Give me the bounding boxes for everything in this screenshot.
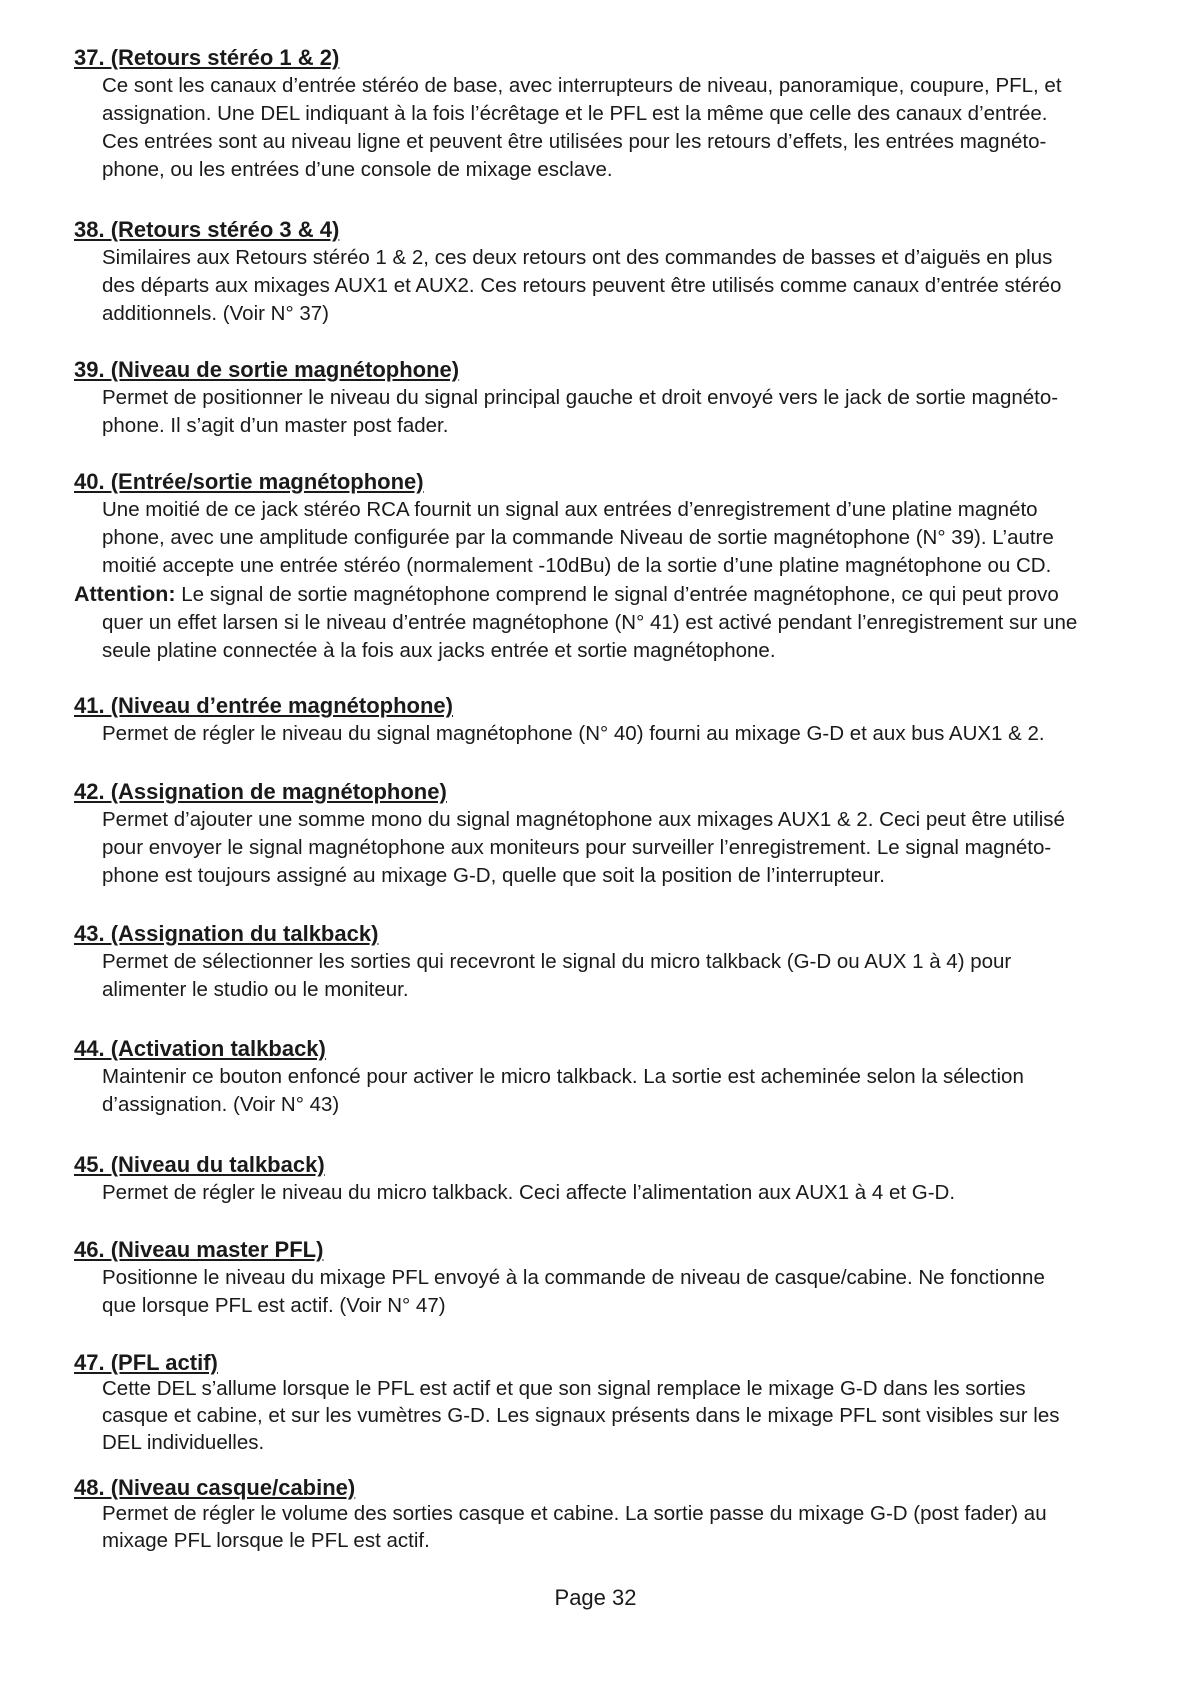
section-40 <box>74 468 1154 665</box>
paragraph-line: Permet de régler le niveau du micro talkback. Ceci affecte l’alimentation aux AUX1 à 4 et G-D. <box>102 1181 956 1204</box>
section-heading: 44. (Activation talkback) <box>74 1036 326 1061</box>
paragraph-line: Une moitié de ce jack stéréo RCA fournit un signal aux entrées d’enregistrement d’une platine magnéto <box>102 498 1038 521</box>
paragraph-line: Ces entrées sont au niveau ligne et peuvent être utilisées pour les retours d’effets, les entrées magnéto- <box>102 130 1047 153</box>
paragraph-line: mixage PFL lorsque le PFL est actif. <box>102 1529 430 1552</box>
section-heading: 45. (Niveau du talkback) <box>74 1152 325 1177</box>
section-41 <box>74 692 1154 748</box>
paragraph-line: Permet d’ajouter une somme mono du signal magnétophone aux mixages AUX1 & 2. Ceci peut être utilisé <box>102 808 1065 831</box>
paragraph-line: Permet de régler le niveau du signal magnétophone (N° 40) fourni au mixage G-D et aux bus AUX1 & 2. <box>102 722 1045 745</box>
section-heading: 47. (PFL actif) <box>74 1350 218 1375</box>
section-heading: 38. (Retours stéréo 3 & 4) <box>74 217 340 242</box>
section-heading: 43. (Assignation du talkback) <box>74 921 379 946</box>
section-46 <box>74 1236 1154 1320</box>
section-heading: 42. (Assignation de magnétophone) <box>74 779 447 804</box>
paragraph-line: phone est toujours assigné au mixage G-D, quelle que soit la position de l’interrupteur. <box>102 864 885 887</box>
section-heading: 41. (Niveau d’entrée magnétophone) <box>74 693 453 718</box>
paragraph-line: casque et cabine, et sur les vumètres G-D. Les signaux présents dans le mixage PFL sont visibles sur les <box>102 1404 1060 1427</box>
paragraph-line: Maintenir ce bouton enfoncé pour activer le micro talkback. La sortie est acheminée selon la sélection <box>102 1065 1024 1088</box>
section-heading: 39. (Niveau de sortie magnétophone) <box>74 357 460 382</box>
paragraph-line: des départs aux mixages AUX1 et AUX2. Ces retours peuvent être utilisés comme canaux d’entrée stéréo <box>102 274 1062 297</box>
section-43 <box>74 920 1154 1004</box>
paragraph-line: Permet de régler le volume des sorties casque et cabine. La sortie passe du mixage G-D (post fader) au <box>102 1502 1047 1525</box>
attention-label: Attention: <box>74 582 176 606</box>
section-47 <box>74 1351 1154 1456</box>
section-37 <box>74 44 1154 184</box>
paragraph-line: phone, avec une amplitude configurée par la commande Niveau de sortie magnétophone (N° 39). L’autre <box>102 526 1054 549</box>
section-39 <box>74 356 1154 440</box>
attention-text: Le signal de sortie magnétophone comprend le signal d’entrée magnétophone, ce qui peut provo <box>175 583 1059 606</box>
paragraph-line: Permet de sélectionner les sorties qui recevront le signal du micro talkback (G-D ou AUX 1 à 4) pour <box>102 950 1012 973</box>
section-heading: 48. (Niveau casque/cabine) <box>74 1475 356 1500</box>
paragraph-line: Ce sont les canaux d’entrée stéréo de base, avec interrupteurs de niveau, panoramique, coupure, PFL, et <box>102 74 1062 97</box>
section-48 <box>74 1476 1154 1554</box>
paragraph-line: Positionne le niveau du mixage PFL envoyé à la commande de niveau de casque/cabine. Ne fonctionne <box>102 1266 1045 1289</box>
paragraph-line: Similaires aux Retours stéréo 1 & 2, ces deux retours ont des commandes de basses et d’aiguës en plus <box>102 246 1053 269</box>
section-heading: 46. (Niveau master PFL) <box>74 1237 324 1262</box>
paragraph-line: moitié accepte une entrée stéréo (normalement -10dBu) de la sortie d’une platine magnétophone ou CD. <box>102 554 1052 577</box>
section-heading: 40. (Entrée/sortie magnétophone) <box>74 469 424 494</box>
paragraph-line: seule platine connectée à la fois aux jacks entrée et sortie magnétophone. <box>102 639 776 662</box>
paragraph-line: que lorsque PFL est actif. (Voir N° 47) <box>102 1294 446 1317</box>
attention-note <box>74 580 1154 609</box>
page-number: Page 32 <box>554 1585 637 1610</box>
section-38 <box>74 216 1154 328</box>
section-42 <box>74 778 1154 890</box>
paragraph-line: Cette DEL s’allume lorsque le PFL est actif et que son signal remplace le mixage G-D dans les sorties <box>102 1377 1026 1400</box>
paragraph-line: DEL individuelles. <box>102 1431 265 1454</box>
paragraph-line: phone, ou les entrées d’une console de mixage esclave. <box>102 158 613 181</box>
paragraph-line: quer un effet larsen si le niveau d’entrée magnétophone (N° 41) est activé pendant l’enregistrement sur une <box>102 611 1078 634</box>
section-44 <box>74 1035 1154 1119</box>
paragraph-line: additionnels. (Voir N° 37) <box>102 302 329 325</box>
paragraph-line: d’assignation. (Voir N° 43) <box>102 1093 340 1116</box>
paragraph-line: assignation. Une DEL indiquant à la fois l’écrêtage et le PFL est la même que celle des canaux d’entrée. <box>102 102 1048 125</box>
section-45 <box>74 1151 1154 1207</box>
paragraph-line: pour envoyer le signal magnétophone aux moniteurs pour surveiller l’enregistrement. Le signal magnéto- <box>102 836 1052 859</box>
paragraph-line: phone. Il s’agit d’un master post fader. <box>102 414 449 437</box>
paragraph-line: alimenter le studio ou le moniteur. <box>102 978 409 1001</box>
section-heading: 37. (Retours stéréo 1 & 2) <box>74 45 340 70</box>
paragraph-line: Permet de positionner le niveau du signal principal gauche et droit envoyé vers le jack de sortie magnéto- <box>102 386 1059 409</box>
